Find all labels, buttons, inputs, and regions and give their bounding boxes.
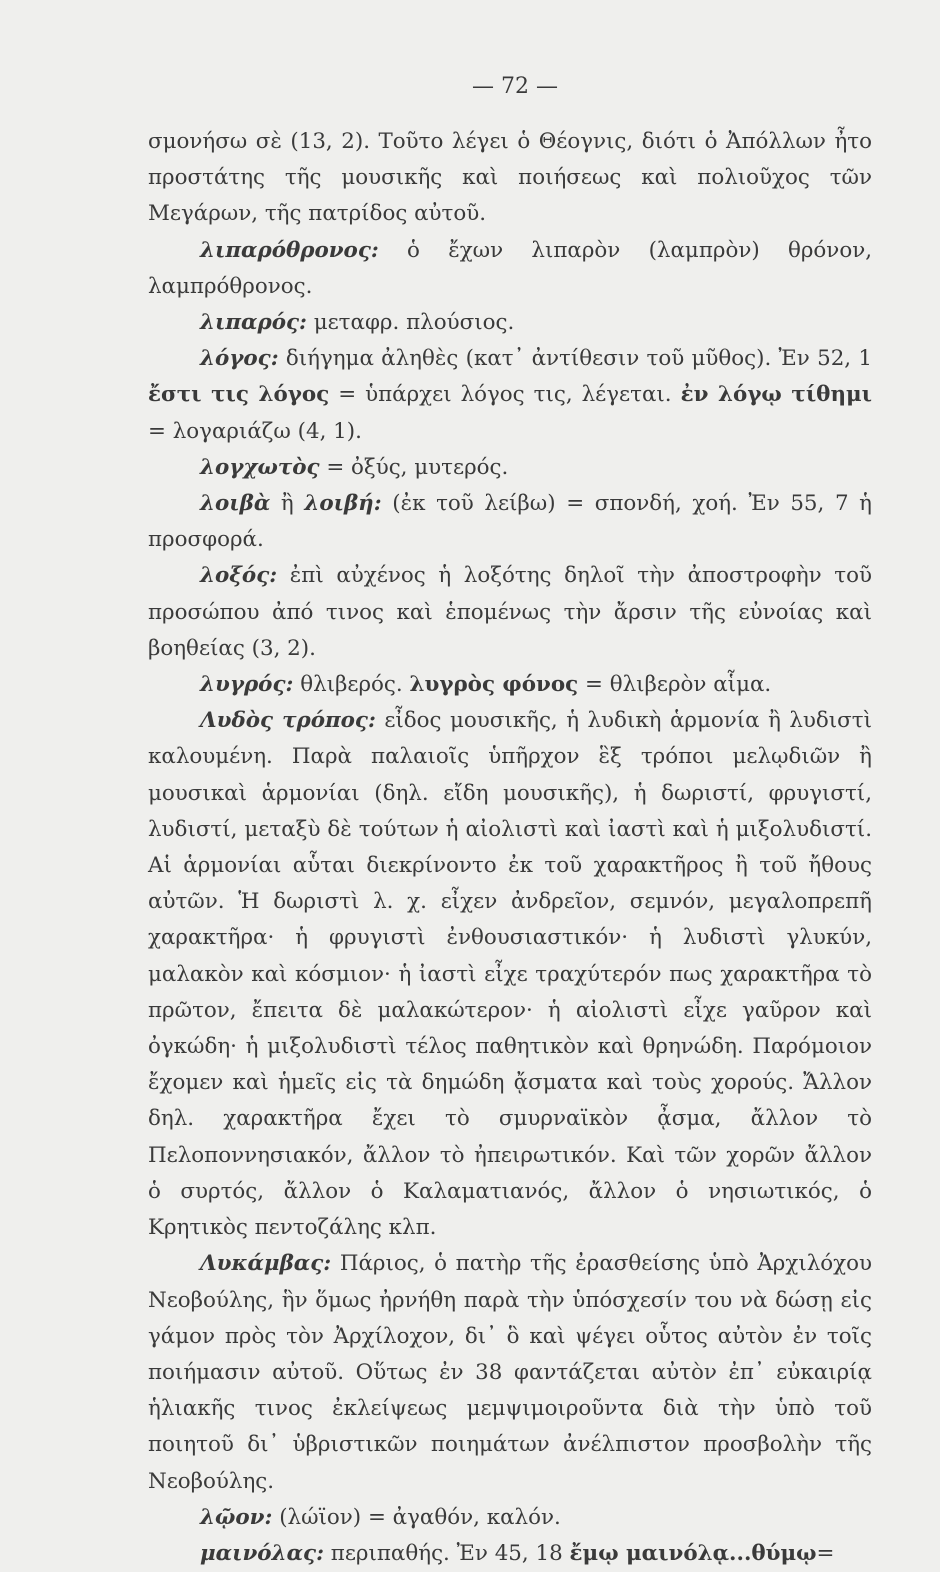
dictionary-text bbox=[148, 124, 872, 1572]
entry-phrase: ἐν λόγῳ τίθημι bbox=[680, 382, 872, 408]
entry-body: = θλιβερὸν αἷμα. bbox=[578, 672, 772, 698]
entry-lydos-tropos: Λυδὸς τρόπος: εἶδος μουσικῆς, ἡ λυδικὴ ἁρμονία ἢ λυδιστὶ καλουμένη. Παρὰ παλαιοῖς ὑπῆρχον ἓξ τρόποι μελῳδιῶν ἢ μουσικαὶ ἁρμονίαι (δηλ. εἴδη μουσικῆς), ἡ δωριστί, φρυγιστί, λυδιστί, μεταξὺ δὲ τούτων ἡ αἰολιστὶ καὶ ἰαστὶ καὶ ἡ μιξολυδιστί. Αἱ ἁρμονίαι αὗται διεκρίνοντο ἐκ τοῦ χαρακτῆρος ἢ τοῦ ἤθους αὐτῶν. Ἡ δωριστὶ λ. χ. εἶχεν ἀνδρεῖον, σεμνόν, μεγαλοπρεπῆ χαρακτῆρα· ἡ φρυγιστὶ ἐνθουσιαστικόν· ἡ λυδιστὶ γλυκύν, μαλακὸν καὶ κόσμιον· ἡ ἰαστὶ εἶχε τραχύτερόν πως χαρακτῆρα τὸ πρῶτον, ἔπειτα δὲ μαλακώτερον· ἡ αἰολιστὶ εἶχε γαῦρον καὶ ὀγκώδη· ἡ μιξολυδιστὶ τέλος παθητικὸν καὶ θρηνώδη. Παρόμοιον ἔχομεν καὶ ἡμεῖς εἰς τὰ δημώδη ᾄσματα καὶ τοὺς χορούς. Ἄλλον δηλ. χαρακτῆρα ἔχει τὸ σμυρναϊκὸν ᾆσμα, ἄλλον τὸ Πελοποννησιακόν, ἄλλον τὸ ἠπειρωτικόν. Καὶ τῶν χορῶν ἄλλον ὁ συρτός, ἄλλον ὁ Καλαματιανός, ἄλλον ὁ νησιωτικός, ὁ Κρητικὸς πεντοζάλης κλπ. bbox=[148, 708, 872, 1241]
entry-headword: λόγος bbox=[200, 346, 271, 372]
entry-headword: λιπαρόθρονος bbox=[200, 237, 371, 263]
entry-body: (λώϊον) = ἀγαθόν, καλόν. bbox=[272, 1504, 561, 1530]
entry-liparos: λιπαρός: μεταφρ. πλούσιος. bbox=[200, 310, 515, 336]
entry-body: = ὀξύς, μυτερός. bbox=[319, 454, 509, 480]
entry-headword: λοιβή bbox=[304, 491, 374, 517]
entry-loion: λῷον: (λώϊον) = ἀγαθόν, καλόν. bbox=[200, 1504, 561, 1530]
entry-body: μεταφρ. πλούσιος. bbox=[306, 310, 515, 336]
entry-mainolas: μαινόλας: περιπαθής. Ἐν 45, 18 ἔμῳ μαινόλᾳ...θύμῳ= bbox=[200, 1540, 835, 1566]
entry-headword: λιπαρός bbox=[200, 310, 299, 336]
entry-loxos: λοξός: ἐπὶ αὐχένος ἡ λοξότης δηλοῖ τὴν ἀποστροφὴν τοῦ προσώπου ἀπό τινος καὶ ἑπομένως τὴν ἄρσιν τῆς εὐνοίας καὶ βοηθείας (3, 2). bbox=[148, 563, 872, 661]
entry-headword: Λυδὸς τρόπος bbox=[200, 708, 368, 734]
entry-body: θλιβερός. bbox=[293, 672, 410, 698]
entry-connector: ἢ bbox=[270, 491, 305, 517]
entry-headword: μαινόλας bbox=[200, 1540, 317, 1566]
entry-headword: λοξός bbox=[200, 563, 270, 589]
entry-body: εἶδος μουσικῆς, ἡ λυδικὴ ἁρμονία ἢ λυδιστὶ καλουμένη. Παρὰ παλαιοῖς ὑπῆρχον ἓξ τρόποι μελῳδιῶν ἢ μουσικαὶ ἁρμονίαι (δηλ. εἴδη μουσικῆς), ἡ δωριστί, φρυγιστί, λυδιστί, μεταξὺ δὲ τούτων ἡ αἰολιστὶ καὶ ἰαστὶ καὶ ἡ μιξολυδιστί. Αἱ ἁρμονίαι αὗται διεκρίνοντο ἐκ τοῦ χαρακτῆρος ἢ τοῦ ἤθους αὐτῶν. Ἡ δωριστὶ λ. χ. εἶχεν ἀνδρεῖον, σεμνόν, μεγαλοπρεπῆ χαρακτῆρα· ἡ φρυγιστὶ ἐνθουσιαστικόν· ἡ λυδιστὶ γλυκύν, μαλακὸν καὶ κόσμιον· ἡ ἰαστὶ εἶχε τραχύτερόν πως χαρακτῆρα τὸ πρῶτον, ἔπειτα δὲ μαλακώτερον· ἡ αἰολιστὶ εἶχε γαῦρον καὶ ὀγκώδη· ἡ μιξολυδιστὶ τέλος παθητικὸν καὶ θρηνώδη. Παρόμοιον ἔχομεν καὶ ἡμεῖς εἰς τὰ δημώδη ᾄσματα καὶ τοὺς χορούς. Ἄλλον δηλ. χαρακτῆρα ἔχει τὸ σμυρναϊκὸν ᾆσμα, ἄλλον τὸ Πελοποννησιακόν, ἄλλον τὸ ἠπειρωτικόν. Καὶ τῶν χορῶν ἄλλον ὁ συρτός, ἄλλον ὁ Καλαματιανός, ἄλλον ὁ νησιωτικός, ὁ Κρητικὸς πεντοζάλης κλπ. bbox=[148, 708, 872, 1241]
entry-body: (ἐκ τοῦ λείβω) = σπονδή, χοή. Ἐν 55, 7 ἡ προσφορά. bbox=[148, 491, 872, 553]
entry-headword: Λυκάμβας bbox=[200, 1251, 324, 1277]
entry-body: = λογαριάζω (4, 1). bbox=[148, 418, 362, 444]
entry-headword: λῷον bbox=[200, 1504, 265, 1530]
entry-logos: λόγος: διήγημα ἀληθὲς (κατ᾽ ἀντίθεσιν τοῦ μῦθος). Ἐν 52, 1 ἔστι τις λόγος = ὑπάρχει λόγος τις, λέγεται. ἐν λόγῳ τίθημι = λογαριάζω (4, 1). bbox=[148, 346, 872, 444]
entry-body: ἐπὶ αὐχένος ἡ λοξότης δηλοῖ τὴν ἀποστροφὴν τοῦ προσώπου ἀπό τινος καὶ ἑπομένως τὴν ἄρσιν τῆς εὐνοίας καὶ βοηθείας (3, 2). bbox=[148, 563, 872, 661]
entry-lygros: λυγρός: θλιβερός. λυγρὸς φόνος = θλιβερὸν αἷμα. bbox=[200, 672, 772, 698]
entry-phrase: λυγρὸς φόνος bbox=[409, 672, 579, 698]
entry-continuation bbox=[148, 124, 872, 233]
entry-phrase: ἔστι τις λόγος bbox=[148, 382, 330, 408]
entry-body: = ὑπάρχει λόγος τις, λέγεται. bbox=[329, 382, 681, 408]
entry-headword: λοιβὰ bbox=[200, 491, 271, 517]
entry-body: Πάριος, ὁ πατὴρ τῆς ἐρασθείσης ὑπὸ Ἀρχιλόχου Νεοβούλης, ἣν ὅμως ἠρνήθη παρὰ τὴν ὑπόσχεσίν του νὰ δώσῃ εἰς γάμον πρὸς τὸν Ἀρχίλοχον, δι᾽ ὃ καὶ ψέγει οὗτος αὐτὸν ἐν τοῖς ποιήμασιν αὐτοῦ. Οὕτως ἐν 38 φαντάζεται αὐτὸν ἐπ᾽ εὐκαιρίᾳ ἡλιακῆς τινος ἐκλείψεως μεμψιμοιροῦντα διὰ τὴν ὑπὸ τοῦ ποιητοῦ δι᾽ ὑβριστικῶν ποιημάτων ἀνέλπιστον προσβολὴν τῆς Νεοβούλης. bbox=[148, 1251, 872, 1494]
entry-liparothronos: λιπαρόθρονος: ὁ ἔχων λιπαρὸν (λαμπρὸν) θρόνον, λαμπρόθρονος. bbox=[148, 237, 872, 299]
entry-headword: λυγρός bbox=[200, 672, 286, 698]
entry-loiba: λοιβὰ ἢ λοιβή: (ἐκ τοῦ λείβω) = σπονδή, χοή. Ἐν 55, 7 ἡ προσφορά. bbox=[148, 491, 872, 553]
entry-body: ὁ ἔχων λιπαρὸν (λαμπρὸν) θρόνον, λαμπρόθρονος. bbox=[148, 237, 872, 299]
entry-body: διήγημα ἀληθὲς (κατ᾽ ἀντίθεσιν τοῦ μῦθος). Ἐν 52, 1 bbox=[278, 346, 872, 372]
entry-lykambas: Λυκάμβας: Πάριος, ὁ πατὴρ τῆς ἐρασθείσης ὑπὸ Ἀρχιλόχου Νεοβούλης, ἣν ὅμως ἠρνήθη παρὰ τὴν ὑπόσχεσίν του νὰ δώσῃ εἰς γάμον πρὸς τὸν Ἀρχίλοχον, δι᾽ ὃ καὶ ψέγει οὗτος αὐτὸν ἐν τοῖς ποιήμασιν αὐτοῦ. Οὕτως ἐν 38 φαντάζεται αὐτὸν ἐπ᾽ εὐκαιρίᾳ ἡλιακῆς τινος ἐκλείψεως μεμψιμοιροῦντα διὰ τὴν ὑπὸ τοῦ ποιητοῦ δι᾽ ὑβριστικῶν ποιημάτων ἀνέλπιστον προσβολὴν τῆς Νεοβούλης. bbox=[148, 1251, 872, 1494]
entry-body: περιπαθής. Ἐν 45, 18 bbox=[323, 1540, 570, 1566]
page-number: — 72 — bbox=[472, 74, 558, 99]
entry-body: σμονήσω σὲ (13, 2). Τοῦτο λέγει ὁ Θέογνις, διότι ὁ Ἀπόλλων ἦτο προστάτης τῆς μουσικῆς καὶ ποιήσεως καὶ πολιοῦχος τῶν Μεγάρων, τῆς πατρίδος αὐτοῦ. bbox=[148, 129, 872, 227]
entry-body: = bbox=[816, 1540, 835, 1566]
entry-headword: λογχωτὸς bbox=[200, 454, 320, 480]
entry-phrase: ἔμῳ μαινόλᾳ...θύμῳ bbox=[569, 1540, 817, 1566]
entry-lonchotos bbox=[148, 450, 872, 486]
